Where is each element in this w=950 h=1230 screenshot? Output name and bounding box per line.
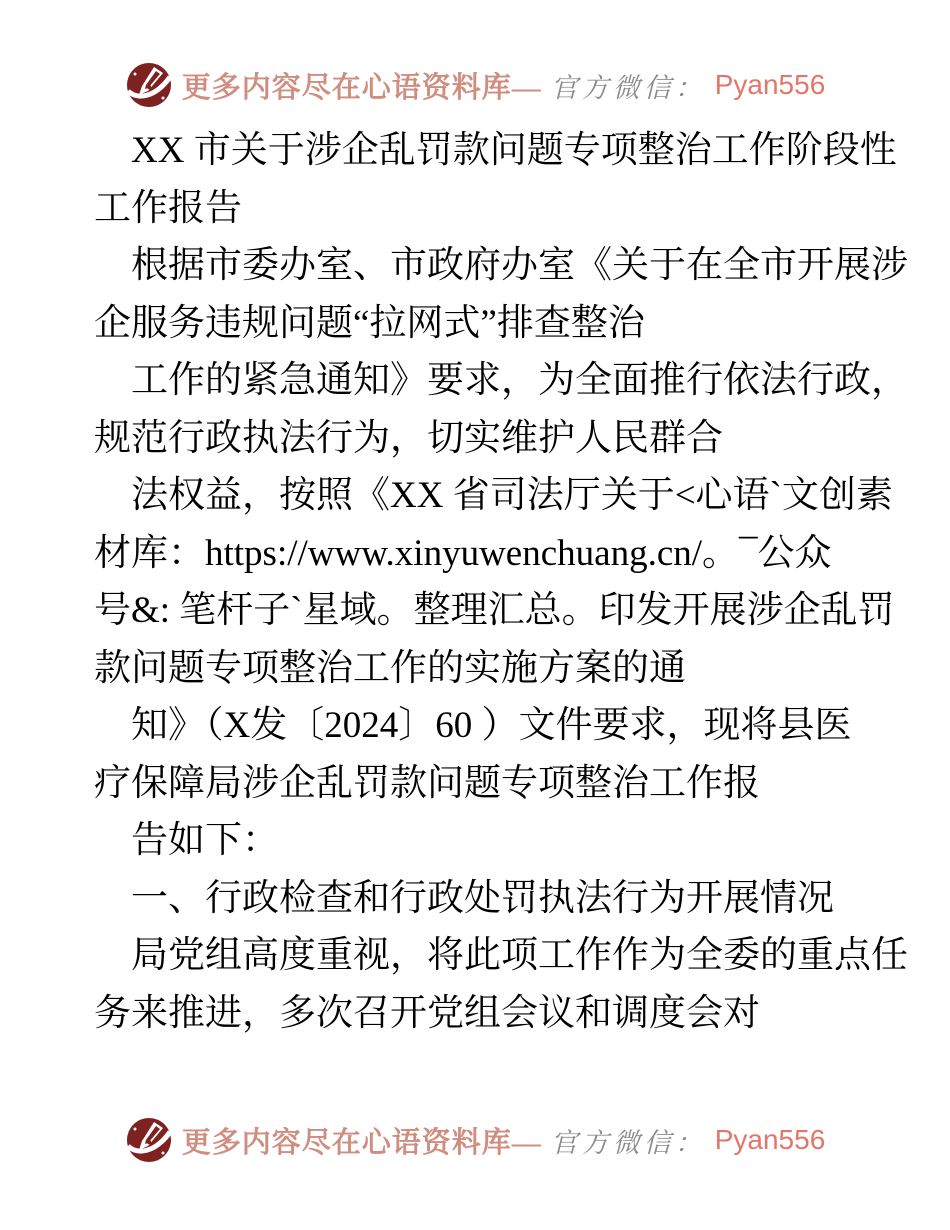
document-line: 材库：https://www.xinyuwenchuang.cn/。¯公众: [94, 532, 832, 574]
document-body: [94, 122, 908, 1042]
footer-brand-text: 更多内容尽在心语资料库—: [181, 1126, 542, 1159]
footer-watermark: [0, 1115, 950, 1165]
document-line: 规范行政执法行为，切实维护人民群合: [94, 417, 723, 459]
document-line: 局党组高度重视，将此项工作作为全委的重点任: [131, 935, 908, 976]
header-wechat-label: 官方微信：: [550, 72, 706, 103]
document-title-line: XX 市关于涉企乱罚款问题专项整治工作阶段性: [131, 130, 897, 171]
document-heading-line: 一、行政检查和行政处罚执法行为开展情况: [131, 877, 834, 919]
document-title-line: 工作报告: [94, 187, 242, 229]
document-line: 务来推进，多次召开党组会议和调度会对: [94, 992, 760, 1034]
document-line: 法权益，按照《XX 省司法厅关于<心语`文创素: [131, 475, 893, 516]
footer-wechat-id: Pyan556: [714, 1124, 826, 1155]
document-line: 根据市委办室、市政府办室《关于在全市开展涉: [131, 245, 908, 286]
header-wechat-id: Pyan556: [714, 69, 826, 100]
header-watermark: [0, 60, 950, 110]
footer-wechat-label: 官方微信：: [550, 1127, 706, 1158]
document-line: 告如下：: [131, 820, 279, 861]
document-line: 工作的紧急通知》要求，为全面推行依法行政，: [131, 360, 908, 401]
pen-circle-logo-icon: [125, 1115, 173, 1165]
pen-circle-logo-icon: [125, 60, 173, 110]
document-line: 号&: 笔杆子`星域。整理汇总。印发开展涉企乱罚: [94, 590, 895, 631]
header-brand-text: 更多内容尽在心语资料库—: [181, 71, 542, 104]
document-line: 疗保障局涉企乱罚款问题专项整治工作报: [94, 762, 760, 804]
document-line: 款问题专项整治工作的实施方案的通: [94, 647, 686, 689]
document-line: 知》（X发〔2024〕60 ）文件要求，现将县医: [131, 705, 852, 746]
document-line: 企服务违规问题“拉网式”排查整治: [94, 302, 645, 344]
